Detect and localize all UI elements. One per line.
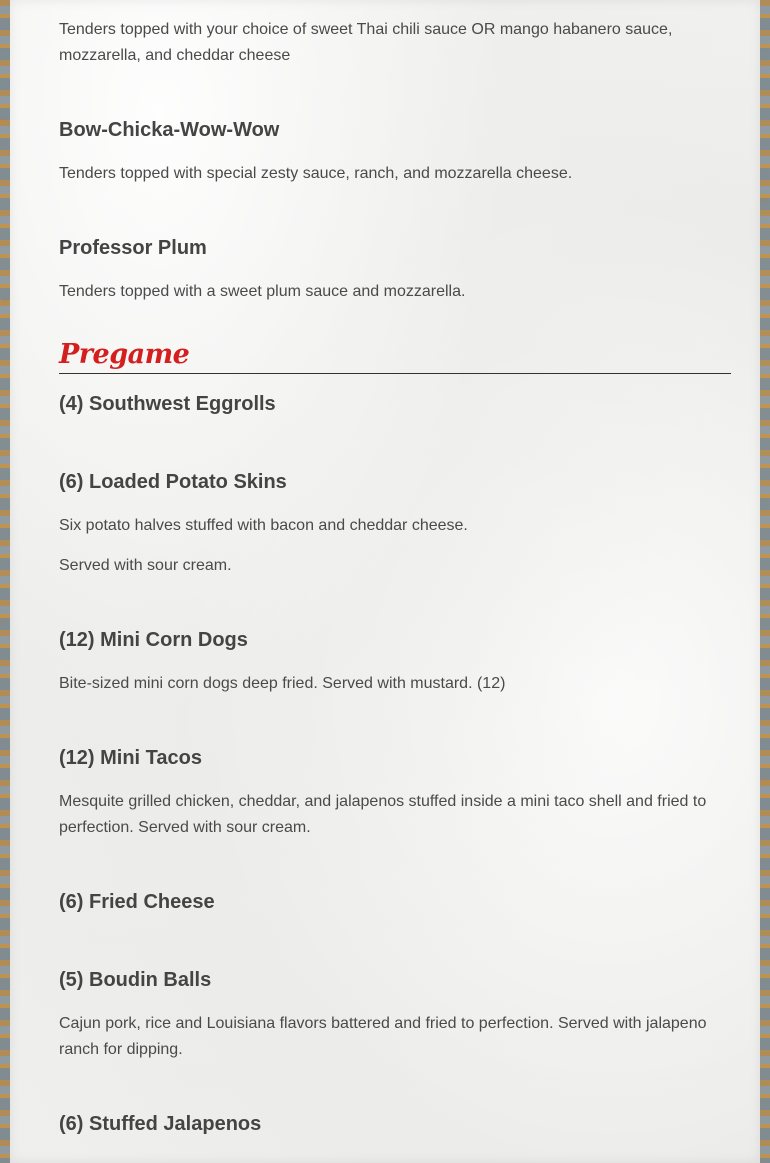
item-description: Mesquite grilled chicken, cheddar, and jalapenos stuffed inside a mini taco shell and fried to perfection. Served with sour cream. — [59, 793, 707, 836]
item-title: (6) Fried Cheese — [59, 891, 215, 913]
item-title: (5) Boudin Balls — [59, 969, 212, 991]
item-title: Professor Plum — [59, 237, 207, 259]
item-description: Bite-sized mini corn dogs deep fried. Served with mustard. (12) — [59, 675, 506, 692]
item-title: (4) Southwest Eggrolls — [59, 393, 276, 415]
item-description: Cajun pork, rice and Louisiana flavors battered and fried to perfection. Served with jalapeno ranch for dipping. — [59, 1015, 707, 1058]
left-border-decoration — [0, 0, 10, 1163]
section-title: Pregame — [59, 339, 190, 370]
item-description: Tenders topped with a sweet plum sauce and mozzarella. — [59, 283, 466, 300]
item-description: Tenders topped with your choice of sweet Thai chili sauce OR mango habanero sauce, mozzarella, and cheddar cheese — [59, 21, 673, 64]
item-title: (6) Loaded Potato Skins — [59, 471, 287, 493]
item-description: Served with sour cream. — [59, 557, 232, 574]
item-title: Bow-Chicka-Wow-Wow — [59, 119, 280, 141]
item-title: (6) Stuffed Jalapenos — [59, 1113, 262, 1135]
item-description: Six potato halves stuffed with bacon and cheddar cheese. — [59, 517, 468, 534]
item-title: (12) Mini Tacos — [59, 747, 202, 769]
right-border-decoration — [760, 0, 770, 1163]
item-description: Tenders topped with special zesty sauce, ranch, and mozzarella cheese. — [59, 165, 573, 182]
item-title: (12) Mini Corn Dogs — [59, 629, 248, 651]
menu-panel — [10, 0, 760, 1163]
section-heading-pregame — [59, 335, 731, 374]
